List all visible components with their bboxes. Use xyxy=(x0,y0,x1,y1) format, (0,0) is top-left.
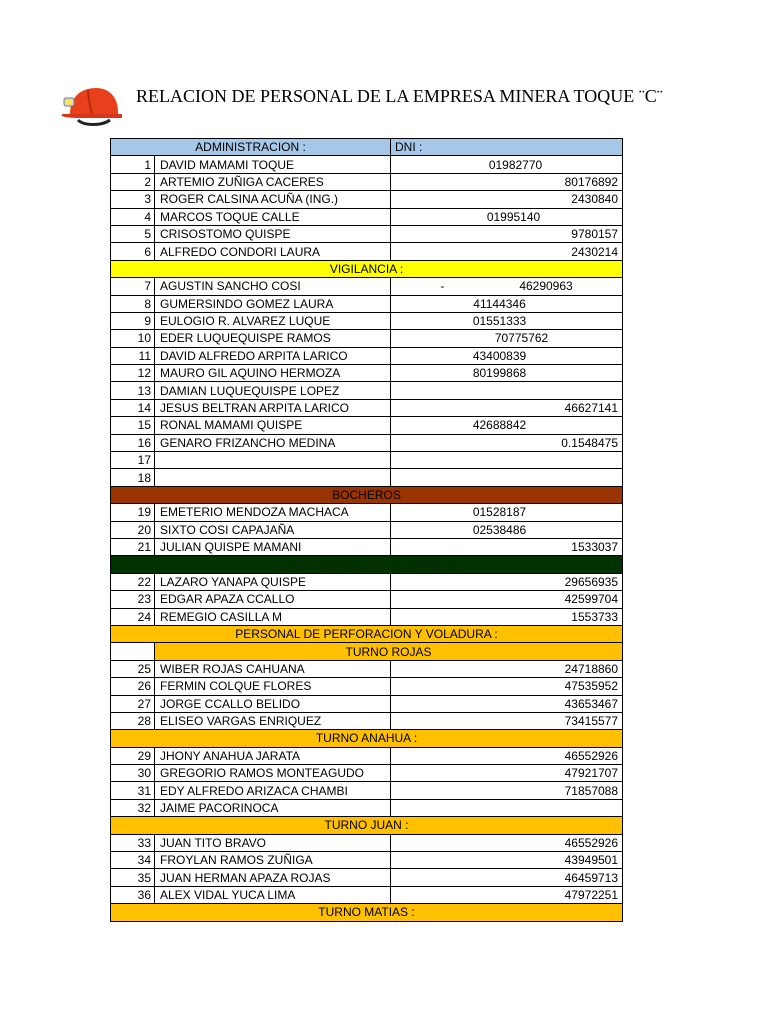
section-row xyxy=(111,486,623,503)
dni-cell xyxy=(391,608,623,625)
dni-cell xyxy=(391,678,623,695)
table-row xyxy=(111,295,623,312)
dni-cell xyxy=(391,712,623,729)
admin-header: ADMINISTRACION : xyxy=(111,139,391,156)
table-row xyxy=(111,660,623,677)
dni-cell xyxy=(391,886,623,903)
dni-value: 01982770 xyxy=(488,157,543,172)
person-name: JULIAN QUISPE MAMANI xyxy=(155,538,391,555)
dni-dash: - xyxy=(440,279,445,294)
person-name: FROYLAN RAMOS ZUÑIGA xyxy=(155,852,391,869)
dni-value: 1553733 xyxy=(571,609,619,624)
person-name: JHONY ANAHUA JARATA xyxy=(155,747,391,764)
section-row xyxy=(111,556,623,573)
table-row xyxy=(111,678,623,695)
dni-cell xyxy=(391,173,623,190)
dni-cell xyxy=(391,469,623,486)
section-row xyxy=(111,260,623,277)
dni-value: 71857088 xyxy=(564,783,619,798)
table-row xyxy=(111,173,623,190)
row-number: 33 xyxy=(111,834,155,851)
table-row xyxy=(111,330,623,347)
person-name: EDY ALFREDO ARIZACA CHAMBI xyxy=(155,782,391,799)
dni-value: 47535952 xyxy=(564,679,619,694)
section-label: VIGILANCIA : xyxy=(111,260,623,277)
row-number: 15 xyxy=(111,417,155,434)
row-number: 10 xyxy=(111,330,155,347)
table-row xyxy=(111,225,623,242)
dni-cell xyxy=(391,765,623,782)
person-name: CRISOSTOMO QUISPE xyxy=(155,225,391,242)
table-row xyxy=(111,573,623,590)
person-name: ARTEMIO ZUÑIGA CACERES xyxy=(155,173,391,190)
dni-value: 9780157 xyxy=(571,227,619,242)
dni-cell xyxy=(391,834,623,851)
row-number: 12 xyxy=(111,365,155,382)
person-name: JORGE CCALLO BELIDO xyxy=(155,695,391,712)
dni-value: 73415577 xyxy=(564,714,619,729)
dni-cell xyxy=(391,521,623,538)
table-row xyxy=(111,538,623,555)
row-number: 28 xyxy=(111,712,155,729)
dni-cell xyxy=(391,278,623,295)
dni-value: 1533037 xyxy=(571,540,619,555)
row-number: 1 xyxy=(111,156,155,173)
row-number: 26 xyxy=(111,678,155,695)
person-name xyxy=(155,452,391,469)
row-number: 11 xyxy=(111,347,155,364)
dni-value: 01551333 xyxy=(472,314,527,329)
dni-cell xyxy=(391,799,623,816)
dni-cell xyxy=(391,452,623,469)
table-row xyxy=(111,399,623,416)
person-name: EULOGIO R. ALVAREZ LUQUE xyxy=(155,312,391,329)
dni-cell xyxy=(391,347,623,364)
dni-value: 02538486 xyxy=(472,522,527,537)
dni-value: 0.1548475 xyxy=(561,435,619,450)
dni-cell xyxy=(391,747,623,764)
table-row xyxy=(111,365,623,382)
dni-cell xyxy=(391,225,623,242)
person-name: AGUSTIN SANCHO COSI xyxy=(155,278,391,295)
dni-value: 41144346 xyxy=(473,296,526,311)
section-row xyxy=(111,730,623,747)
row-number: 21 xyxy=(111,538,155,555)
dni-value: 43949501 xyxy=(564,853,619,868)
section-label: BOCHEROS xyxy=(111,486,623,503)
section-label: TURNO JUAN : xyxy=(111,817,623,834)
dni-value: 46459713 xyxy=(564,870,619,885)
row-number: 24 xyxy=(111,608,155,625)
dni-cell xyxy=(391,330,623,347)
dni-cell xyxy=(391,782,623,799)
person-name: EMETERIO MENDOZA MACHACA xyxy=(155,504,391,521)
person-name: MARCOS TOQUE CALLE xyxy=(155,208,391,225)
row-number: 29 xyxy=(111,747,155,764)
dni-cell xyxy=(391,660,623,677)
section-label: TURNO ROJAS xyxy=(155,643,623,660)
table-row xyxy=(111,156,623,173)
dni-value: 42599704 xyxy=(564,592,619,607)
table-row xyxy=(111,747,623,764)
person-name: ELISEO VARGAS ENRIQUEZ xyxy=(155,712,391,729)
table-row xyxy=(111,347,623,364)
person-name: JAIME PACORINOCA xyxy=(155,799,391,816)
table-row xyxy=(111,452,623,469)
section-label: TURNO MATIAS : xyxy=(111,904,623,921)
person-name: REMEGIO CASILLA M xyxy=(155,608,391,625)
table-row xyxy=(111,312,623,329)
table-row xyxy=(111,765,623,782)
person-name: GUMERSINDO GOMEZ LAURA xyxy=(155,295,391,312)
row-number: 27 xyxy=(111,695,155,712)
page-title: RELACION DE PERSONAL DE LA EMPRESA MINERA TOQUE ¨C¨ xyxy=(136,86,663,106)
person-name: EDER LUQUEQUISPE RAMOS xyxy=(155,330,391,347)
dni-value: 2430840 xyxy=(571,192,619,207)
dni-cell xyxy=(391,591,623,608)
row-number: 4 xyxy=(111,208,155,225)
table-row xyxy=(111,434,623,451)
table-row xyxy=(111,608,623,625)
table-row xyxy=(111,591,623,608)
person-name: EDGAR APAZA CCALLO xyxy=(155,591,391,608)
dni-value: 46552926 xyxy=(564,835,619,850)
dni-value: 43400839 xyxy=(472,348,527,363)
table-row xyxy=(111,382,623,399)
dni-value: 42688842 xyxy=(472,418,527,433)
person-name: DAVID ALFREDO ARPITA LARICO xyxy=(155,347,391,364)
dni-value: 80176892 xyxy=(564,174,619,189)
table-row xyxy=(111,243,623,260)
row-number: 17 xyxy=(111,452,155,469)
table-row xyxy=(111,191,623,208)
section-row xyxy=(111,817,623,834)
row-number: 3 xyxy=(111,191,155,208)
dni-value: 29656935 xyxy=(564,574,619,589)
dni-value: 47921707 xyxy=(564,766,619,781)
person-name: JUAN HERMAN APAZA ROJAS xyxy=(155,869,391,886)
row-number: 5 xyxy=(111,225,155,242)
dni-value: 47972251 xyxy=(564,887,619,902)
person-name: ALEX VIDAL YUCA LIMA xyxy=(155,886,391,903)
dni-cell xyxy=(391,852,623,869)
row-number: 9 xyxy=(111,312,155,329)
row-number: 13 xyxy=(111,382,155,399)
row-number: 22 xyxy=(111,573,155,590)
dni-value: 70775762 xyxy=(494,331,549,346)
table-row xyxy=(111,278,623,295)
dni-value: 46290963 xyxy=(519,279,573,294)
section-label: PERSONAL DE PERFORACION Y VOLADURA : xyxy=(111,625,623,642)
person-name: FERMIN COLQUE FLORES xyxy=(155,678,391,695)
row-number: 7 xyxy=(111,278,155,295)
personnel-table xyxy=(110,138,622,922)
person-name: JUAN TITO BRAVO xyxy=(155,834,391,851)
row-number: 36 xyxy=(111,886,155,903)
row-number: 6 xyxy=(111,243,155,260)
dni-cell xyxy=(391,417,623,434)
dni-cell xyxy=(391,504,623,521)
dni-value: 01995140 xyxy=(486,209,541,224)
person-name: GENARO FRIZANCHO MEDINA xyxy=(155,434,391,451)
row-number: 32 xyxy=(111,799,155,816)
table-row xyxy=(111,417,623,434)
dni-cell xyxy=(391,382,623,399)
row-number: 25 xyxy=(111,660,155,677)
person-name: RONAL MAMAMI QUISPE xyxy=(155,417,391,434)
table-row xyxy=(111,469,623,486)
row-number: 18 xyxy=(111,469,155,486)
dni-cell xyxy=(391,156,623,173)
dni-cell xyxy=(391,573,623,590)
table-row xyxy=(111,782,623,799)
row-number: 31 xyxy=(111,782,155,799)
table-row xyxy=(111,886,623,903)
dni-value: 2430214 xyxy=(571,244,619,259)
section-label: TURNO ANAHUA : xyxy=(111,730,623,747)
dni-cell xyxy=(391,538,623,555)
row-number: 34 xyxy=(111,852,155,869)
dni-cell xyxy=(391,399,623,416)
dni-cell xyxy=(391,295,623,312)
dni-value: 46627141 xyxy=(564,401,619,416)
dni-value: 24718860 xyxy=(564,661,619,676)
row-number: 23 xyxy=(111,591,155,608)
dni-cell xyxy=(391,365,623,382)
dni-cell xyxy=(391,312,623,329)
row-number: 2 xyxy=(111,173,155,190)
helmet-icon xyxy=(58,84,124,130)
dni-cell xyxy=(391,243,623,260)
table-row xyxy=(111,521,623,538)
section-row xyxy=(111,625,623,642)
dni-value: 43653467 xyxy=(564,696,619,711)
section-empty-cell xyxy=(111,643,155,660)
row-number: 19 xyxy=(111,504,155,521)
dni-cell xyxy=(391,695,623,712)
row-number: 16 xyxy=(111,434,155,451)
person-name: JESUS BELTRAN ARPITA LARICO xyxy=(155,399,391,416)
dni-cell xyxy=(391,191,623,208)
dni-cell xyxy=(391,208,623,225)
person-name: MAURO GIL AQUINO HERMOZA xyxy=(155,365,391,382)
person-name: WIBER ROJAS CAHUANA xyxy=(155,660,391,677)
table-row xyxy=(111,208,623,225)
person-name: ROGER CALSINA ACUÑA (ING.) xyxy=(155,191,391,208)
table-row xyxy=(111,504,623,521)
dni-value: 01528187 xyxy=(472,505,527,520)
section-label: OPERADORES DE DUNBHERS xyxy=(111,556,623,573)
dni-header: DNI : xyxy=(391,139,623,156)
row-number: 20 xyxy=(111,521,155,538)
row-number: 8 xyxy=(111,295,155,312)
table-row xyxy=(111,695,623,712)
row-number: 14 xyxy=(111,399,155,416)
person-name xyxy=(155,469,391,486)
person-name: ALFREDO CONDORI LAURA xyxy=(155,243,391,260)
row-number: 35 xyxy=(111,869,155,886)
person-name: LAZARO YANAPA QUISPE xyxy=(155,573,391,590)
section-row xyxy=(111,643,623,660)
table-row xyxy=(111,712,623,729)
person-name: DAVID MAMAMI TOQUE xyxy=(155,156,391,173)
table-row xyxy=(111,852,623,869)
person-name: DAMIAN LUQUEQUISPE LOPEZ xyxy=(155,382,391,399)
table-header-row xyxy=(111,139,623,156)
dni-value: 46552926 xyxy=(564,748,619,763)
table-row xyxy=(111,834,623,851)
person-name: GREGORIO RAMOS MONTEAGUDO xyxy=(155,765,391,782)
person-name: SIXTO COSI CAPAJAÑA xyxy=(155,521,391,538)
dni-value: 80199868 xyxy=(472,366,527,381)
table-row xyxy=(111,799,623,816)
dni-cell xyxy=(391,434,623,451)
section-row xyxy=(111,904,623,921)
dni-cell xyxy=(391,869,623,886)
table-row xyxy=(111,869,623,886)
row-number: 30 xyxy=(111,765,155,782)
